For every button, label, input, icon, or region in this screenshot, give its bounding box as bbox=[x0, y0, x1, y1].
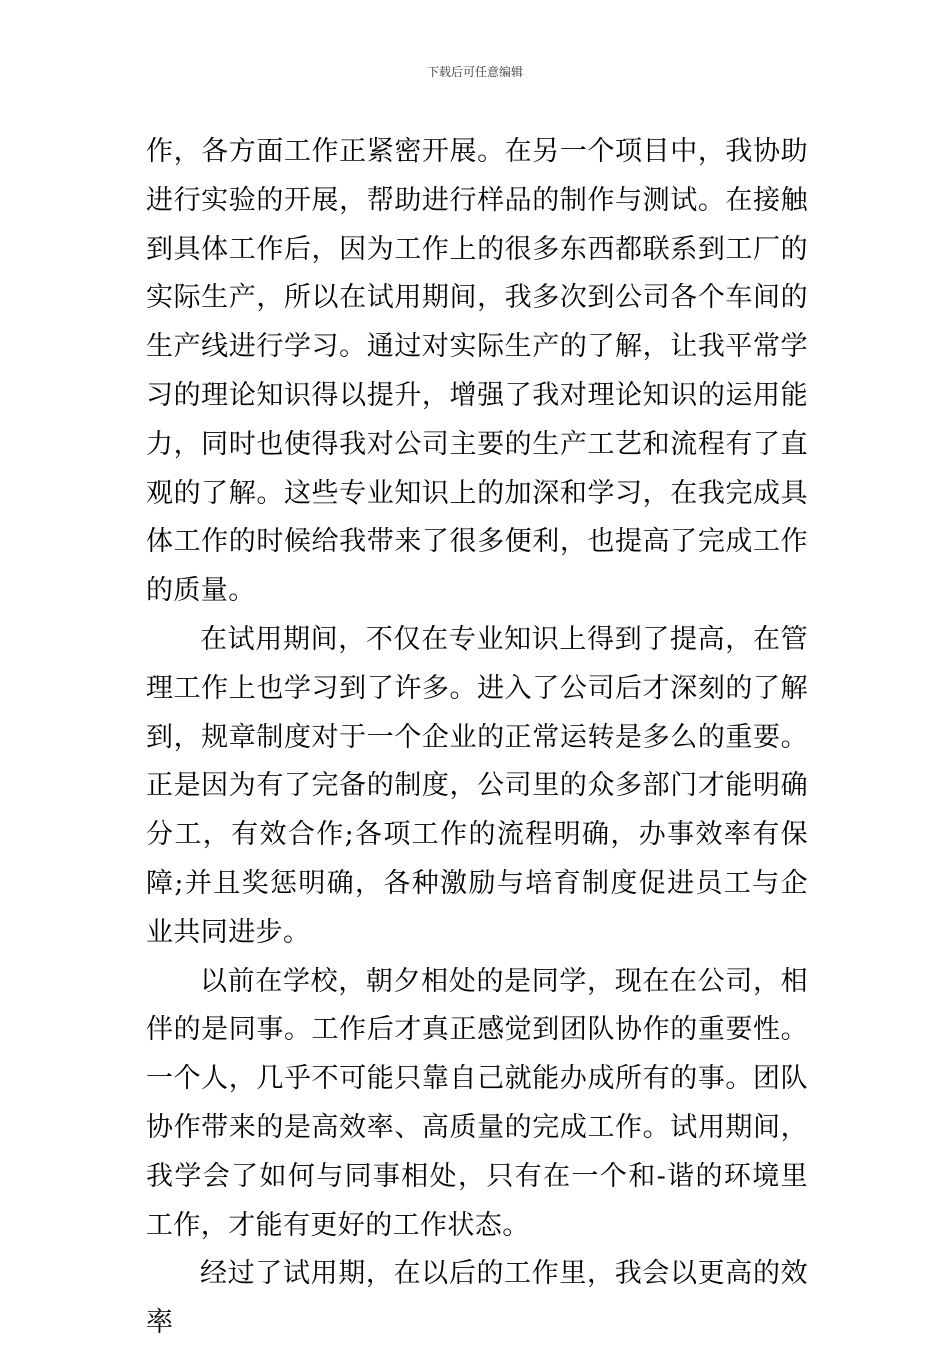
paragraph-4: 经过了试用期，在以后的工作里，我会以更高的效率 bbox=[146, 1258, 808, 1339]
paragraph-1: 作，各方面工作正紧密开展。在另一个项目中，我协助进行实验的开展，帮助进行样品的制作与测试。在接触到具体工作后，因为工作上的很多东西都联系到工厂的实际生产，所以在试用期间，我多次到公司各个车间的生产线进行学习。通过对实际生产的了解，让我平常学习的理论知识得以提升，增强了我对理论知识的运用能力，同时也使得我对公司主要的生产工艺和流程有了直观的了解。这些专业知识上的加深和学习，在我完成具体工作的时候给我带来了很多便利，也提高了完成工作的质量。 bbox=[146, 136, 808, 607]
paragraph-2: 在试用期间，不仅在专业知识上得到了提高，在管理工作上也学习到了许多。进入了公司后才深刻的了解到，规章制度对于一个企业的正常运转是多么的重要。正是因为有了完备的制度，公司里的众多部门才能明确分工，有效合作;各项工作的流程明确，办事效率有保障;并且奖惩明确，各种激励与培育制度促进员工与企业共同进步。 bbox=[146, 623, 808, 948]
document-body bbox=[146, 128, 808, 1348]
paragraph-3: 以前在学校，朝夕相处的是同学，现在在公司，相伴的是同事。工作后才真正感觉到团队协作的重要性。一个人，几乎不可能只靠自己就能办成所有的事。团队协作带来的是高效率、高质量的完成工作。试用期间，我学会了如何与同事相处，只有在一个和-谐的环境里工作，才能有更好的工作状态。 bbox=[146, 965, 808, 1241]
page-header: 下载后可任意编辑 bbox=[426, 65, 523, 79]
